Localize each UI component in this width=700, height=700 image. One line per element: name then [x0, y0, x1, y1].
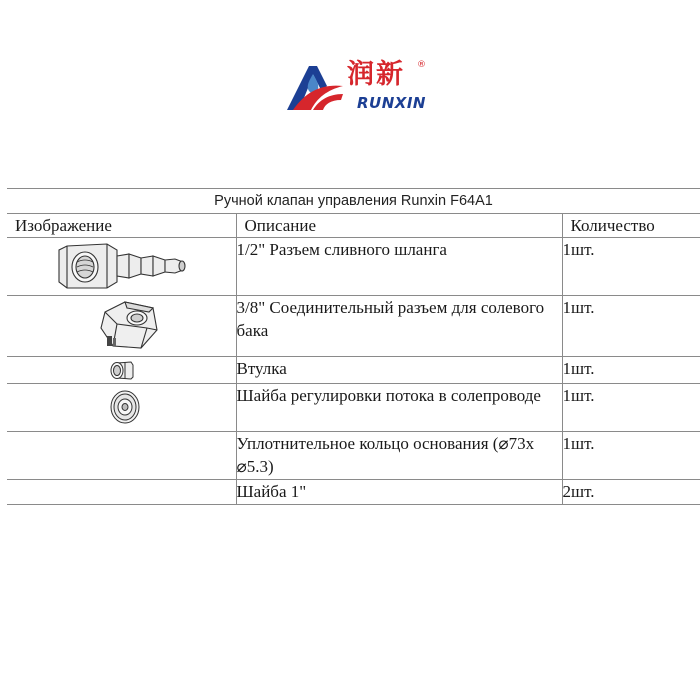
table-title: Ручной клапан управления Runxin F64A1: [7, 189, 700, 214]
image-cell: [7, 238, 236, 296]
image-cell: [7, 432, 236, 480]
table-row: [7, 238, 700, 296]
description-cell: Уплотнительное кольцо основания (⌀73x ⌀5.3): [236, 432, 562, 480]
quantity-cell: 1шт.: [562, 432, 700, 480]
quantity-cell: 1шт.: [562, 384, 700, 432]
header-quantity: Количество: [562, 214, 700, 238]
quantity-cell: 2шт.: [562, 480, 700, 505]
runxin-logo: [283, 58, 433, 118]
hose-barb-connector-icon: [7, 238, 236, 295]
parts-table-container: [7, 188, 700, 505]
description-cell: 1/2" Разъем сливного шланга: [236, 238, 562, 296]
description-cell: 3/8" Соединительный разъем для солевого бака: [236, 296, 562, 357]
description-cell: Шайба 1": [236, 480, 562, 505]
table-header-row: [7, 214, 700, 238]
table-row: [7, 432, 700, 480]
logo-chinese-text: 润新: [347, 59, 405, 90]
table-row: [7, 357, 700, 384]
table-row: [7, 384, 700, 432]
image-cell: [7, 357, 236, 384]
description-cell: Втулка: [236, 357, 562, 384]
parts-table: [7, 188, 700, 505]
logo-english-text: RUNXIN: [357, 94, 426, 112]
image-cell: [7, 296, 236, 357]
hex-nut-connector-icon: [7, 296, 236, 356]
flow-control-washer-icon: [7, 384, 236, 431]
runxin-logo-icon: [283, 60, 345, 114]
image-cell: [7, 384, 236, 432]
quantity-cell: 1шт.: [562, 296, 700, 357]
header-image: Изображение: [7, 214, 236, 238]
table-title-row: [7, 189, 700, 214]
quantity-cell: 1шт.: [562, 238, 700, 296]
description-cell: Шайба регулировки потока в солепроводе: [236, 384, 562, 432]
header-description: Описание: [236, 214, 562, 238]
bushing-icon: [7, 357, 236, 383]
table-row: [7, 296, 700, 357]
registered-mark: ®: [417, 60, 426, 70]
image-cell: [7, 480, 236, 505]
quantity-cell: 1шт.: [562, 357, 700, 384]
table-row: [7, 480, 700, 505]
